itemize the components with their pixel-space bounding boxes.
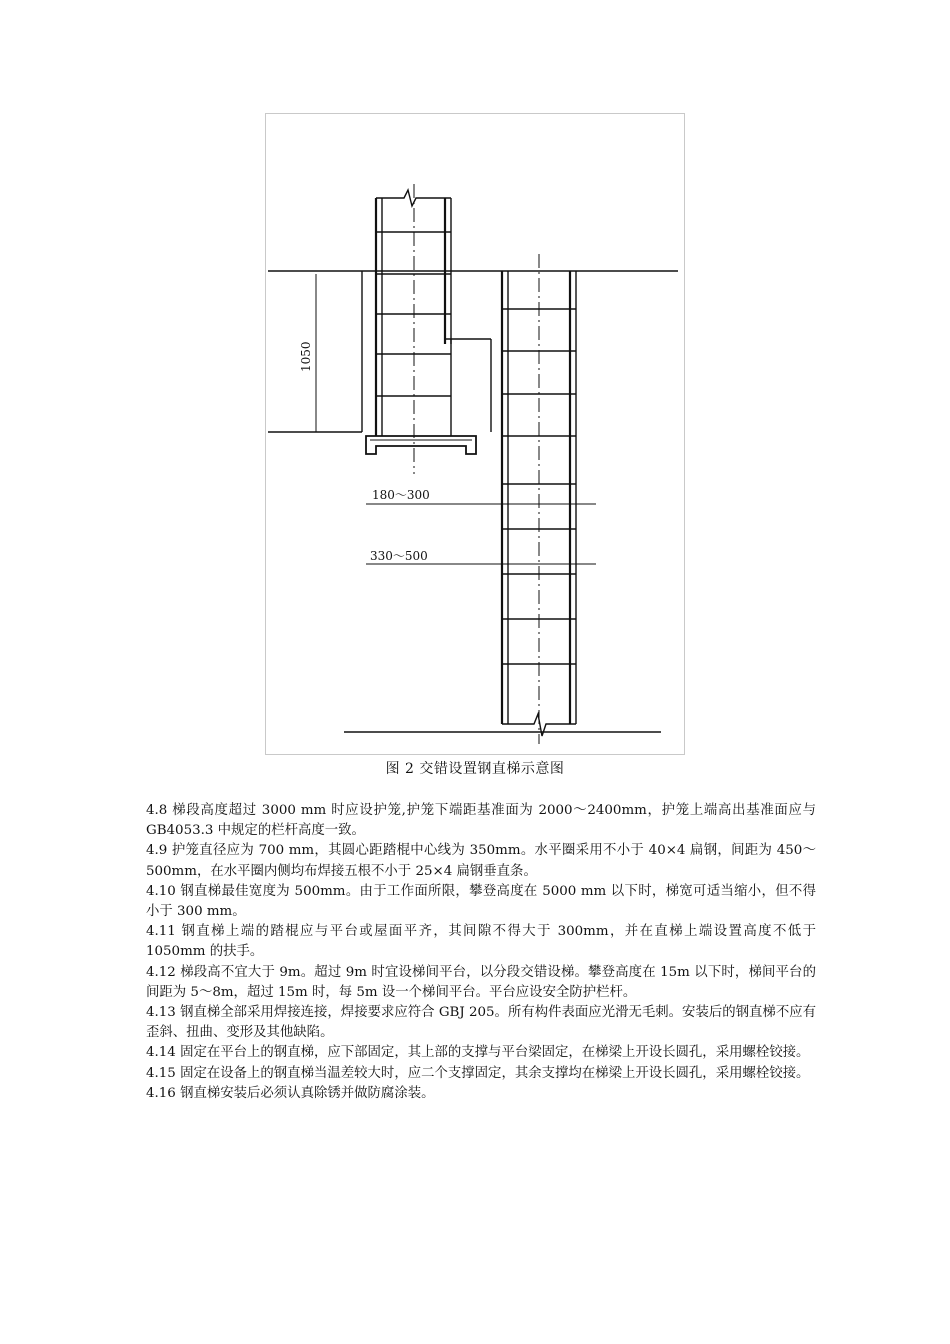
dim-180-300-label: 180～300 — [372, 488, 430, 502]
paragraph-4-15: 4.15 固定在设备上的钢直梯当温差较大时，应二个支撑固定，其余支撑均在梯梁上开设长圆孔，采用螺栓铰接。 — [146, 1065, 810, 1081]
paragraph-4-12: 4.12 梯段高不宜大于 9m。超过 9m 时宜设梯间平台，以分段交错设梯。攀登高度在 15m 以下时，梯间平台的间距为 5～8m，超过 15m 时，每 5m 设一个梯间平台。平台应设安全防护栏杆。 — [146, 964, 816, 1000]
ladder-figure — [265, 113, 685, 755]
paragraph-4-9: 4.9 护笼直径应为 700 mm，其圆心距踏棍中心线为 350mm。水平圈采用不小于 40×4 扁钢，间距为 450～500mm，在水平圈内侧均布焊接五根不小于 25×4 扁钢垂直条。 — [146, 843, 816, 879]
channel-bracket — [366, 436, 476, 454]
document-body — [146, 801, 816, 1104]
paragraph-4-11: 4.11 钢直梯上端的踏棍应与平台或屋面平齐，其间隙不得大于 300mm，并在直梯上端设置高度不低于 1050mm 的扶手。 — [146, 924, 816, 960]
paragraph-4-8: 4.8 梯段高度超过 3000 mm 时应设护笼,护笼下端距基准面为 2000～2400mm，护笼上端高出基准面应与 GB4053.3 中规定的栏杆高度一致。 — [146, 803, 816, 839]
dim-1050-label: 1050 — [299, 341, 313, 372]
figure-caption: 图 2 交错设置钢直梯示意图 — [385, 761, 565, 777]
ladder-drawing — [266, 114, 686, 756]
paragraph-4-14: 4.14 固定在平台上的钢直梯，应下部固定，其上部的支撑与平台梁固定，在梯梁上开设长圆孔，采用螺栓铰接。 — [146, 1045, 810, 1061]
paragraph-4-10: 4.10 钢直梯最佳宽度为 500mm。由于工作面所限，攀登高度在 5000 mm 以下时，梯宽可适当缩小，但不得小于 300 mm。 — [146, 883, 816, 920]
paragraph-4-16: 4.16 钢直梯安装后必须认真除锈并做防腐涂装。 — [146, 1085, 435, 1101]
dim-330-500-label: 330～500 — [370, 549, 428, 563]
paragraph-4-13: 4.13 钢直梯全部采用焊接连接，焊接要求应符合 GBJ 205。所有构件表面应光滑无毛刺。安装后的钢直梯不应有歪斜、扭曲、变形及其他缺陷。 — [146, 1005, 816, 1041]
